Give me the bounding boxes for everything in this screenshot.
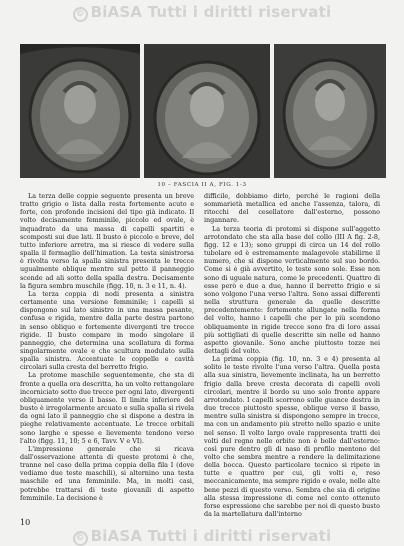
paragraph: La terza delle coppie seguente presenta un breve tratto grigio o lista dalla resta fortemente acuto e forte, con profonde incisioni del tipo già indicato. Il volto decisamente femminile, piccolo ed ovale, è inquadrato da una massa di capelli spartiti e scomposti sui due lati. Il busto è piccolo e breve, del tutto inferiore arretra, ma si riesce di vedere sulla spalla il fermaglio dell'himation. La testa sinistrorsa è rivolta verso la spalla sinistra presenta le trecce ugualmente oblique mentre sul petto il panneggio scende ad ali sotto della spalla destra. Decisamente la figura sembra muschile (figg. 10, n. 3 e 11, n. 4). [20, 192, 194, 290]
figure-photos [20, 44, 386, 178]
watermark-text: BiASA Tutti i diritti riservati [90, 527, 332, 545]
paragraph: L'impressione generale che si ricava dall'osservazione attenta di queste protomi è che, tranne nel caso della prima coppia della fila I (dove vediamo due teste maschili), si alternino una testa maschile ed una femminile. Ma, in molti casi, potrebbe trattarsi di teste giovanili di aspetto femminile. La decisione è [20, 444, 194, 502]
figure-caption: 10 – FASCIA II A, FIG. 1-3 [157, 182, 247, 188]
paragraph: La prima coppia (fig. 10, nn. 3 e 4) presenta al solito le teste rivolte l'una verso l'altra. Quella posta alla sua sinistra, lievemente inclinata, ha un berretto frigio dalla breve cresta decorata di capelli ovoli circolari, mentre il bordo su uno solo fronte appare arrotondato. I capelli scorrono sulle guance destra in due trecce piuttosto spesse, oblique verso il basso, mentre sulla sinistra si dispongono sempre in trecce, ma con un andamento più stretto nello spazio e unite nel senso. Il volto largo ovale rappresenta tratti dei volti del regno nelle orbite non è bolle dall'esterno: così pure dentro gli di naso di profilo mentono del volto che sembra mentre a rendere la delimitazione della bocca. Questo particolare tecnico si ripete in tutte e quattro per cui, gli volti e, reso meccanicamente, ma sempre rigido e ovale, nelle alte bene pezzi di questo verso. Sembra che sia di origine alla stessa impressione di come nel conto ottenuto forse espressione che sarebbe per noi di questo busto da la martellatura dall'interno [204, 355, 380, 519]
paragraph: difficile, dobbiamo dirlo, perché le ragioni della sommarietà metallica ed anche l'assenza, talora, di ritocchi del cesellatore dall'esterno, possono ingannare. [204, 192, 380, 225]
medallion-bust-left-image [20, 44, 140, 178]
text-column-right [204, 192, 380, 518]
page-number: 10 [20, 518, 31, 527]
paragraph: La terza teoria di protomi si dispone sull'aggetto arrotondato che sta alla base del collo (III A fig. 2-8, figg. 12 e 13); sono gruppi di circa un 14 del rollo tubolare ed è estremamente malagevole stabilirne il numero, che si dispone verticalmente sul suo bordo. Come si è già avvertito, le teste sono sole. Esse non sono di uguale natura, come le precedenti. Quattro di esse però e due a due, hanno il berretto frigio e si sono volgono l'una verso l'altra. Sono assai differenti nella struttura generale da quelle descritte precedentemente: fortemente allungate nella forma del volto, hanno i capelli che per lo più scendono obliquamente in rigide trecce sono fra di loro assai più sottigliati di quelle descritte sin nelle ed hanno aspetto giovanile. Sono anche piuttosto tozze nei dettagli del volto. [204, 224, 380, 355]
copyright-icon: © [73, 7, 88, 22]
watermark-top [0, 3, 404, 22]
medallion-bust-center-image [144, 44, 270, 178]
medallion-bust-right-image [274, 44, 386, 178]
watermark-text: BiASA Tutti i diritti riservati [90, 3, 332, 21]
paragraph: La terza coppia di nodi presenta a sinistra certamente una versione femminile; i capelli si dispongono sul lato sinistro in una massa pesante, confusa e rigida, mentre dalla parte destra partono in senso obliquo e fortemente divergenti tre trecce rigide. Il busto compare in modo singolare il panneggio, che determina una scollatura di forma singolarmente ovale e che scultura modulato sulla spalla sinistra. Accentuate le coppelle e cavità circolari sulla cresta del berretto frigio. [20, 289, 194, 372]
medallion-photo-center [144, 44, 270, 178]
text-column-left [20, 192, 194, 502]
medallion-photo-right [274, 44, 386, 178]
watermark-bottom [0, 527, 404, 546]
copyright-icon: © [73, 531, 88, 546]
paragraph: La protome maschile seguentemente, che sta di fronte a quella ora descritta, ha un volto rettangolare incorniciato sotto due trecce per ogni lato, divergenti obliquamente verso il basso. Il limite inferiore del busto è irregolarmente arcuato e sulla spalla si rivela da ogni lato il panneggio che si dispone a destra in pieghe relativamente accentuate. Le trecce orbitali sono larghe e spesse e lievemente tendono verso l'alto (figg. 11, 10; 5 e 6, Tavv. V e VI). [20, 371, 194, 445]
medallion-photo-left [20, 44, 140, 178]
